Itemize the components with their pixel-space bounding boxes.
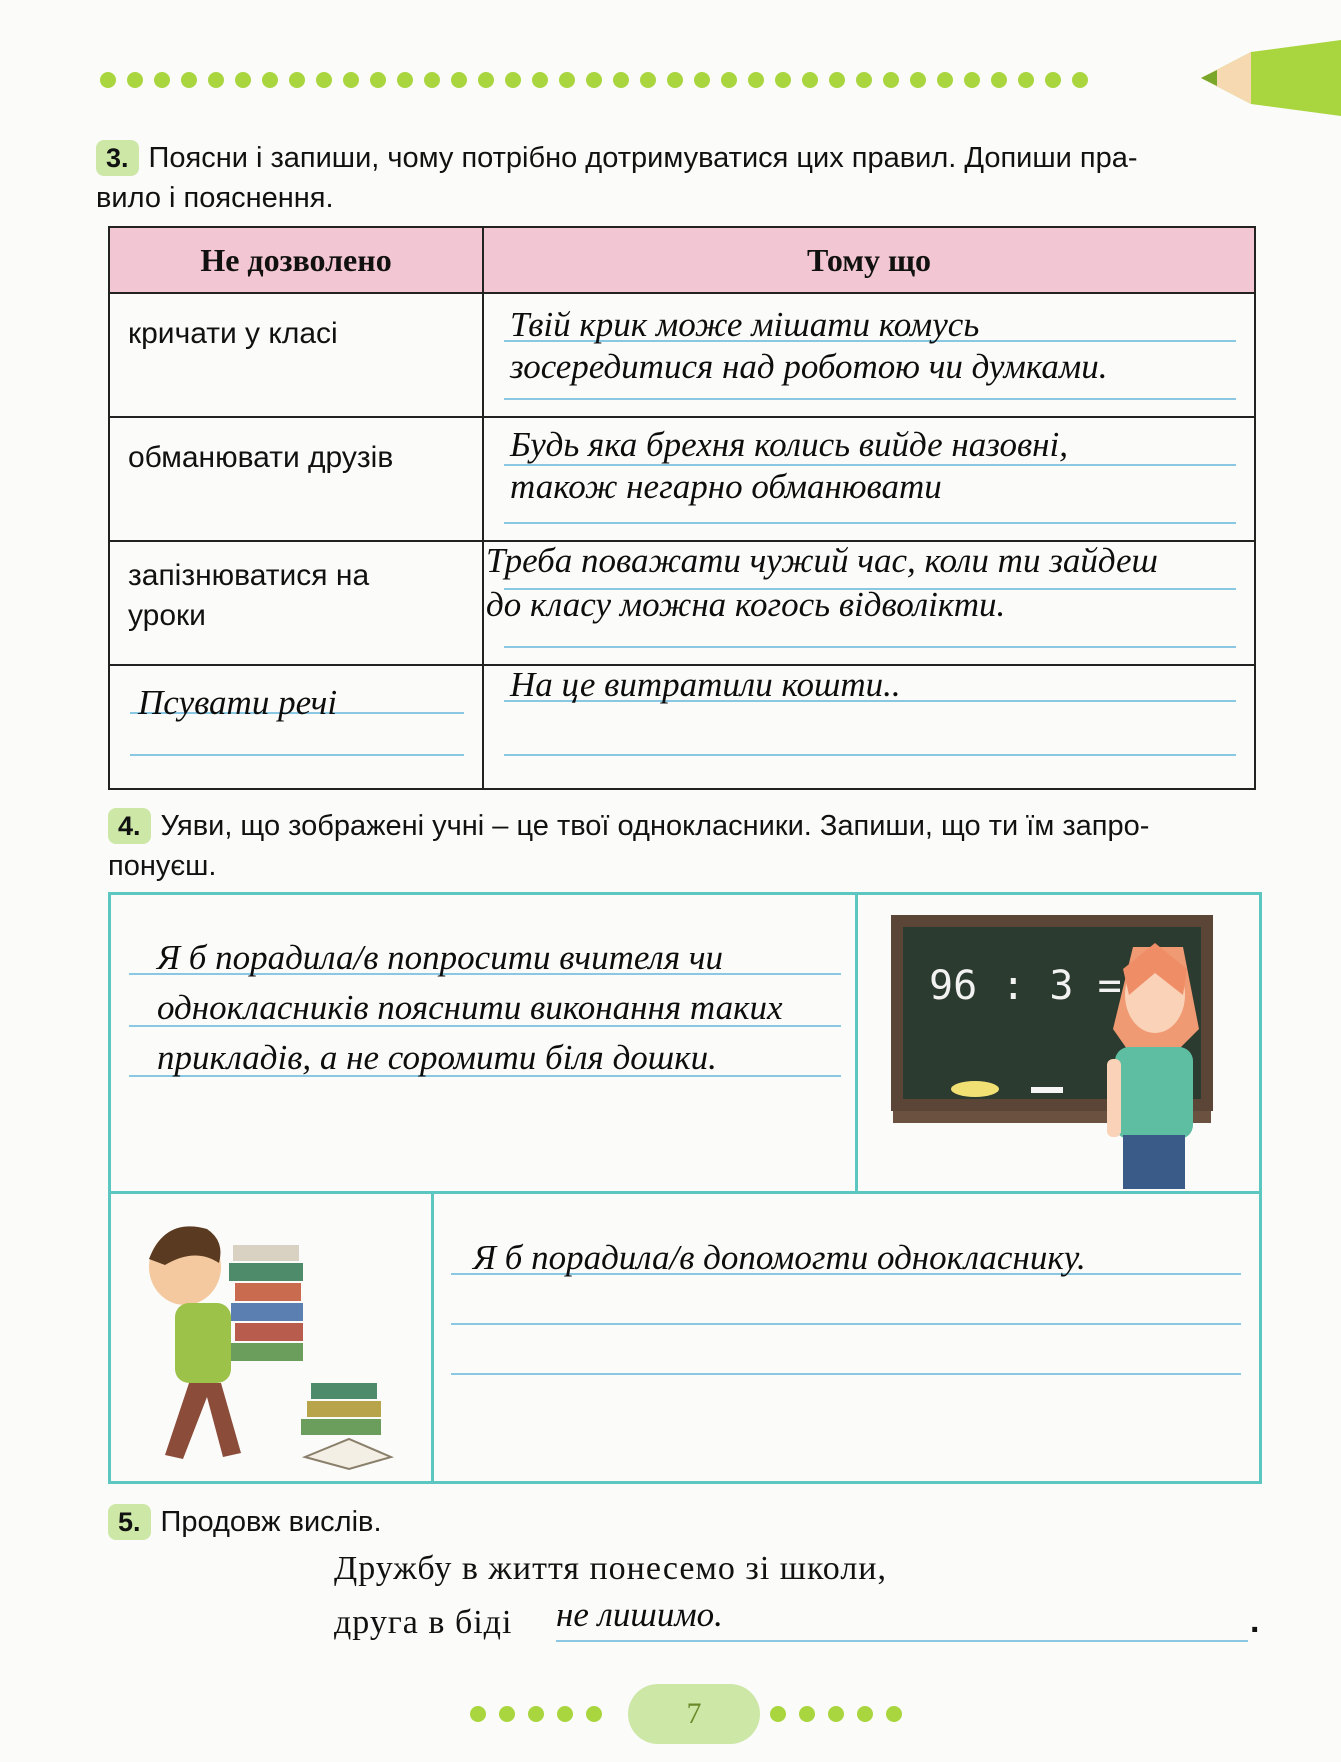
writing-line bbox=[504, 522, 1236, 524]
decor-dot bbox=[991, 72, 1007, 88]
decor-dot bbox=[613, 72, 629, 88]
header-not-allowed: Не дозволено bbox=[109, 227, 483, 293]
writing-line bbox=[504, 754, 1236, 756]
decor-dot bbox=[154, 72, 170, 88]
top-dot-border bbox=[100, 72, 1180, 92]
rule-text-line2: уроки bbox=[128, 599, 206, 632]
header-because: Тому що bbox=[483, 227, 1255, 293]
decor-dot bbox=[532, 72, 548, 88]
writing-line bbox=[451, 1373, 1241, 1375]
page-number-badge bbox=[628, 1684, 760, 1744]
reason-cell[interactable] bbox=[483, 665, 1255, 789]
reason-line-2: до класу можна когось відволікти. bbox=[486, 585, 1006, 624]
decor-dot bbox=[667, 72, 683, 88]
box-divider bbox=[855, 895, 858, 1191]
decor-dot bbox=[1018, 72, 1034, 88]
table-row bbox=[109, 541, 1255, 665]
decor-dot bbox=[127, 72, 143, 88]
bottom-dot-border-right bbox=[770, 1706, 930, 1726]
rule-text-line1: запізнюватися на bbox=[128, 559, 370, 592]
box-divider bbox=[111, 1191, 1259, 1194]
reason-line-1: Треба поважати чужий час, коли ти зайдеш bbox=[486, 541, 1158, 580]
decor-dot bbox=[181, 72, 197, 88]
rule-text bbox=[128, 556, 369, 636]
decor-dot bbox=[451, 72, 467, 88]
answer1-line3: прикладів, а не соромити біля дошки. bbox=[157, 1038, 717, 1077]
decor-dot bbox=[770, 1706, 786, 1722]
task-number-badge: 4. bbox=[108, 808, 151, 844]
decor-dot bbox=[586, 1706, 602, 1722]
task5-answer: не лишимо. bbox=[556, 1595, 723, 1634]
reason-cell[interactable] bbox=[483, 541, 1255, 665]
decor-dot bbox=[828, 1706, 844, 1722]
answer1-line1: Я б порадила/в попросити вчителя чи bbox=[157, 938, 724, 977]
saying-line-2-start: друга в біді bbox=[334, 1604, 513, 1641]
task3-line2: вило і пояснення. bbox=[96, 182, 334, 214]
decor-dot bbox=[262, 72, 278, 88]
rule-cell bbox=[109, 541, 483, 665]
rules-table bbox=[108, 226, 1256, 790]
reason-line-1: На це витратили кошти.. bbox=[510, 665, 901, 704]
rule-text: кричати у класі bbox=[128, 317, 338, 350]
decor-dot bbox=[370, 72, 386, 88]
page-number: 7 bbox=[686, 1697, 702, 1730]
decor-dot bbox=[802, 72, 818, 88]
task-number-badge: 5. bbox=[108, 1504, 151, 1540]
decor-dot bbox=[856, 72, 872, 88]
task3-line1: Поясни і запиши, чому потрібно дотримуватися цих правил. Допиши пра- bbox=[148, 142, 1138, 174]
decor-dot bbox=[694, 72, 710, 88]
reason-line-2: також негарно обманювати bbox=[510, 467, 942, 506]
reason-cell[interactable] bbox=[483, 417, 1255, 541]
task4-line1: Уяви, що зображені учні – це твої однокласники. Запиши, що ти їм запро- bbox=[160, 810, 1150, 842]
saying-line-1: Дружбу в життя понесемо зі школи, bbox=[334, 1550, 887, 1587]
rule-cell bbox=[109, 417, 483, 541]
decor-dot bbox=[505, 72, 521, 88]
decor-dot bbox=[829, 72, 845, 88]
writing-line bbox=[130, 754, 464, 756]
rule-handwritten: Псувати речі bbox=[138, 683, 338, 722]
writing-line bbox=[504, 398, 1236, 400]
blackboard-text: 96 : 3 = bbox=[929, 963, 1122, 1009]
table-header-row bbox=[109, 227, 1255, 293]
decor-dot bbox=[886, 1706, 902, 1722]
rule-cell bbox=[109, 293, 483, 417]
pencil-icon bbox=[1195, 38, 1341, 118]
table-row bbox=[109, 417, 1255, 541]
reason-cell[interactable] bbox=[483, 293, 1255, 417]
decor-dot bbox=[478, 72, 494, 88]
task3-instruction bbox=[96, 138, 1276, 218]
task5-instruction bbox=[108, 1502, 382, 1542]
decor-dot bbox=[640, 72, 656, 88]
decor-dot bbox=[721, 72, 737, 88]
task4-instruction bbox=[108, 806, 1278, 886]
decor-dot bbox=[964, 72, 980, 88]
decor-dot bbox=[557, 1706, 573, 1722]
decor-dot bbox=[343, 72, 359, 88]
classmates-box bbox=[108, 892, 1262, 1484]
decor-dot bbox=[586, 72, 602, 88]
decor-dot bbox=[937, 72, 953, 88]
answer2: Я б порадила/в допомогти однокласнику. bbox=[473, 1238, 1086, 1277]
decor-dot bbox=[235, 72, 251, 88]
bottom-dot-border-left bbox=[470, 1706, 630, 1726]
decor-dot bbox=[470, 1706, 486, 1722]
decor-dot bbox=[1072, 72, 1088, 88]
decor-dot bbox=[289, 72, 305, 88]
decor-dot bbox=[775, 72, 791, 88]
task5-text: Продовж вислів. bbox=[160, 1506, 382, 1538]
decor-dot bbox=[910, 72, 926, 88]
answer1-line2: однокласників пояснити виконання таких bbox=[157, 988, 783, 1027]
girl-at-blackboard-illustration bbox=[883, 909, 1233, 1189]
decor-dot bbox=[1045, 72, 1061, 88]
decor-dot bbox=[208, 72, 224, 88]
table-row bbox=[109, 293, 1255, 417]
decor-dot bbox=[748, 72, 764, 88]
boy-carrying-books-illustration bbox=[135, 1207, 425, 1475]
box-divider bbox=[431, 1191, 434, 1481]
decor-dot bbox=[883, 72, 899, 88]
task-number-badge: 3. bbox=[96, 140, 139, 176]
decor-dot bbox=[397, 72, 413, 88]
writing-line bbox=[451, 1323, 1241, 1325]
decor-dot bbox=[499, 1706, 515, 1722]
reason-line-1: Будь яка брехня колись вийде назовні, bbox=[510, 425, 1068, 464]
rule-cell[interactable] bbox=[109, 665, 483, 789]
decor-dot bbox=[857, 1706, 873, 1722]
decor-dot bbox=[799, 1706, 815, 1722]
decor-dot bbox=[316, 72, 332, 88]
sentence-end-period: . bbox=[1250, 1602, 1260, 1640]
reason-line-1: Твій крик може мішати комусь bbox=[510, 305, 980, 344]
rule-text: обманювати друзів bbox=[128, 441, 394, 474]
table-row bbox=[109, 665, 1255, 789]
writing-line bbox=[504, 646, 1236, 648]
task4-line2: понуєш. bbox=[108, 850, 217, 882]
reason-line-2: зосередитися над роботою чи думками. bbox=[510, 347, 1108, 386]
decor-dot bbox=[528, 1706, 544, 1722]
decor-dot bbox=[559, 72, 575, 88]
decor-dot bbox=[424, 72, 440, 88]
decor-dot bbox=[100, 72, 116, 88]
